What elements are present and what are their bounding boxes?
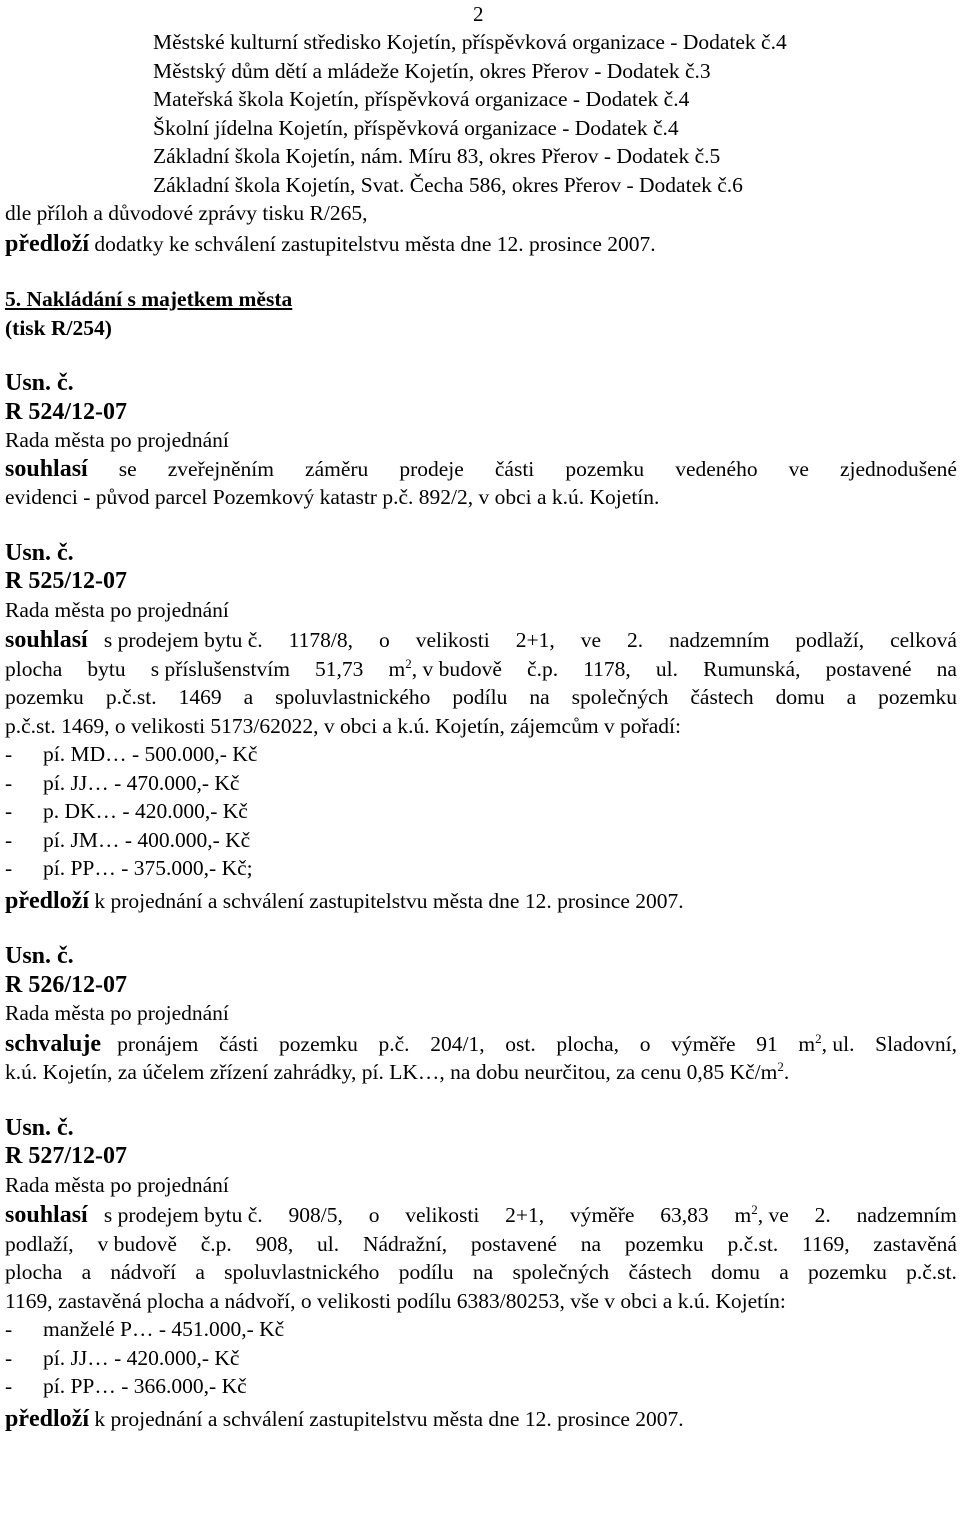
word: spoluvlastnického [224,1260,380,1284]
verb: předloží [5,230,89,257]
resolution-text-line [5,1201,957,1230]
list-item: - pí. JJ… - 470.000,- Kč [5,770,240,795]
usn-label: Usn. č. [5,539,74,566]
resolution-text-line: evidenci - původ parcel Pozemkový katastr p.č. 892/2, v obci a k.ú. Kojetín. [5,485,660,509]
list-item: - pí. JM… - 400.000,- Kč [5,827,251,852]
word: pozemku [624,1231,704,1256]
resolution-id: R 525/12-07 [5,568,127,594]
word: části [218,1031,259,1056]
word: 908, [255,1231,294,1256]
bidder-text: pí. JJ… - 470.000,- Kč [43,770,240,795]
usn-label: Usn. č. [5,370,74,396]
resolution-524 [5,369,957,512]
usn-label: Usn. č. [5,1114,74,1141]
word: výměře [570,1203,635,1227]
word: postavené [470,1231,557,1256]
word: s příslušenstvím [150,656,290,681]
word: o [378,628,390,652]
word: společných [512,1260,610,1284]
word: nadzemním [669,628,770,652]
resolution-525 [5,539,957,916]
resolution-id: R 527/12-07 [5,1143,127,1169]
word: zastavěná [873,1231,957,1256]
word: nadzemním [856,1203,957,1227]
verb: souhlasí [5,1202,88,1228]
word: Sladovní, [875,1031,957,1056]
word: na [472,1260,494,1284]
proposal-text: k projednání a schválení zastupitelstvu města dne 12. prosince 2007. [94,888,684,913]
resolution-text-line: 1169, zastavěná plocha a nádvoří, o velikosti podílu 6383/80253, vše v obci a k.ú. Kojetín: [5,1288,786,1313]
bidder-text: pí. MD… - 500.000,- Kč [43,742,258,766]
word: pozemku [565,456,645,481]
word: a [195,1260,205,1284]
resolution-id: R 524/12-07 [5,398,127,425]
council-text: Rada města po projednání [5,1001,229,1025]
superscript: 2 [777,1059,784,1074]
council-text: Rada města po projednání [5,597,229,622]
proposal-text: k projednání a schválení zastupitelstvu města dne 12. prosince 2007. [94,1406,684,1431]
resolution-text-line [5,1230,957,1259]
word: a [779,1260,789,1284]
word: částech [690,685,754,709]
bidder-list [5,740,957,883]
intro-tail: dle příloh a důvodové zprávy tisku R/265, [5,201,368,225]
word: o [368,1203,380,1227]
word: a [243,685,254,709]
word: plocha, [556,1031,620,1056]
word: p.č.st. [105,685,157,709]
word: pozemku [5,685,84,709]
usn-label: Usn. č. [5,943,74,969]
word: se [118,456,137,481]
word: 91 [756,1031,778,1056]
list-item: - pí. PP… - 375.000,- Kč; [5,856,253,880]
word: podílu [452,685,508,709]
word: části [494,456,535,481]
word: ost. [505,1031,536,1056]
word: m [734,1203,752,1227]
word: 63,83 [660,1203,709,1227]
word: ve [580,628,602,652]
word: domu [775,685,825,709]
word: nádvoří [110,1260,177,1284]
resolution-text-line [5,683,957,712]
resolution-text-line [5,1058,957,1087]
word: podílu [398,1260,454,1284]
word: velikosti [415,628,490,652]
word: bytu [87,656,126,681]
section-title: 5. Nakládání s majetkem města [5,287,293,311]
superscript: 2 [815,1030,822,1046]
word: částech [628,1260,692,1284]
word: ul. [655,656,678,681]
word: 51,73 [315,656,364,681]
word: 1469 [178,685,222,709]
verb: souhlasí [5,627,88,653]
verb: schvaluje [5,1030,101,1057]
word: pozemku [279,1031,358,1056]
word: s prodejem bytu č. [103,1203,263,1227]
word: p.č. [378,1031,410,1056]
word: pozemku [878,685,957,709]
council-text: Rada města po projednání [5,1172,229,1197]
word: 1169, [802,1231,850,1256]
superscript: 2 [405,655,412,671]
word: na [936,656,957,681]
school-list [5,28,957,199]
bidder-text: pí. PP… - 366.000,- Kč [43,1374,247,1398]
resolution-527 [5,1114,957,1434]
resolution-text-line [5,626,957,655]
resolution-526 [5,942,957,1087]
word: výměře [671,1031,736,1056]
list-item: Mateřská škola Kojetín, příspěvková organizace - Dodatek č.4 [153,87,690,111]
line-text: k.ú. Kojetín, za účelem zřízení zahrádky, pí. LK…, na dobu neurčitou, za cenu 0,85 Kč/m [5,1060,778,1084]
resolution-text-line [5,1258,957,1287]
word: zveřejněním [167,456,274,481]
word: , v budově [411,656,502,681]
word: pozemku [808,1260,887,1284]
word: m [798,1031,816,1056]
word: ul. [317,1231,340,1256]
word: , ve [757,1203,789,1227]
word: p.č.st. [906,1260,957,1284]
word: podlaží, [5,1231,74,1256]
bidder-text: pí. JM… - 400.000,- Kč [43,827,251,852]
bidder-text: manželé P… - 451.000,- Kč [43,1317,285,1341]
resolution-text-line [5,1030,957,1059]
word: 2. [814,1203,831,1227]
word: Nádražní, [362,1231,448,1256]
word: č.p. [527,656,559,681]
verb: předloží [5,887,89,914]
superscript: 2 [751,1202,758,1217]
bidder-text: pí. PP… - 375.000,- Kč; [43,856,253,880]
word: pronájem [117,1031,199,1056]
page-number: 2 [473,2,484,26]
word: podlaží, [795,628,865,652]
section-print: (tisk R/254) [5,315,112,340]
word: celková [890,628,957,652]
word: o [639,1031,651,1056]
word: Rumunská, [703,656,801,681]
word: spoluvlastnického [275,685,431,709]
bidder-text: p. DK… - 420.000,- Kč [43,799,248,823]
list-item: - p. DK… - 420.000,- Kč [5,799,248,823]
list-item: - pí. MD… - 500.000,- Kč [5,742,258,766]
word: s prodejem bytu č. [103,628,263,652]
word: plocha [5,1260,63,1284]
word: 2+1, [505,1203,545,1227]
closing-proposal [5,1405,957,1434]
intro-proposal [5,230,957,259]
word: m [388,656,406,681]
word: zjednodušené [839,456,957,481]
list-item: Školní jídelna Kojetín, příspěvková organizace - Dodatek č.4 [153,115,679,140]
bidder-list [5,1315,957,1401]
list-item: Městské kulturní středisko Kojetín, příspěvková organizace - Dodatek č.4 [153,30,787,54]
word: 2. [627,628,644,652]
word: na [580,1231,601,1256]
list-item: Základní škola Kojetín, Svat. Čecha 586, okres Přerov - Dodatek č.6 [153,172,743,197]
word: prodeje [399,456,464,481]
resolution-id: R 526/12-07 [5,971,127,998]
word: 204/1, [430,1031,485,1056]
resolution-text-line [5,655,957,684]
word: , ul. [821,1031,855,1056]
resolution-text-line: p.č.st. 1469, o velikosti 5173/62022, v obci a k.ú. Kojetín, zájemcům v pořadí: [5,713,681,738]
line-end: . [783,1060,790,1084]
verb: předloží [5,1405,89,1432]
bidder-text: pí. JJ… - 420.000,- Kč [43,1345,240,1370]
word: společných [571,685,669,709]
list-item: - pí. PP… - 366.000,- Kč [5,1374,247,1398]
list-item: - pí. JJ… - 420.000,- Kč [5,1345,240,1370]
list-item: Městský dům dětí a mládeže Kojetín, okres Přerov - Dodatek č.3 [153,58,711,83]
word: postavené [825,656,912,681]
word: vedeného [675,456,758,481]
word: 2+1, [515,628,555,652]
proposal-text: dodatky ke schválení zastupitelstvu města dne 12. prosince 2007. [94,231,656,256]
word: 908/5, [288,1203,343,1227]
word: 1178, [583,656,631,681]
verb: souhlasí [5,455,88,482]
council-text: Rada města po projednání [5,428,229,452]
word: a [846,685,857,709]
word: v budově [97,1231,177,1256]
word: na [529,685,550,709]
word: p.č.st. [727,1231,779,1256]
word: plocha [5,656,63,681]
resolution-text-line [5,455,957,484]
word: velikosti [405,1203,480,1227]
word: 1178/8, [288,628,353,652]
word: domu [710,1260,760,1284]
document-page [5,28,957,1433]
word: a [81,1260,92,1284]
word: č.p. [200,1231,232,1256]
closing-proposal [5,887,957,916]
list-item: - manželé P… - 451.000,- Kč [5,1317,285,1341]
word: záměru [305,456,369,481]
list-item: Základní škola Kojetín, nám. Míru 83, okres Přerov - Dodatek č.5 [153,144,721,168]
word: ve [788,456,809,481]
